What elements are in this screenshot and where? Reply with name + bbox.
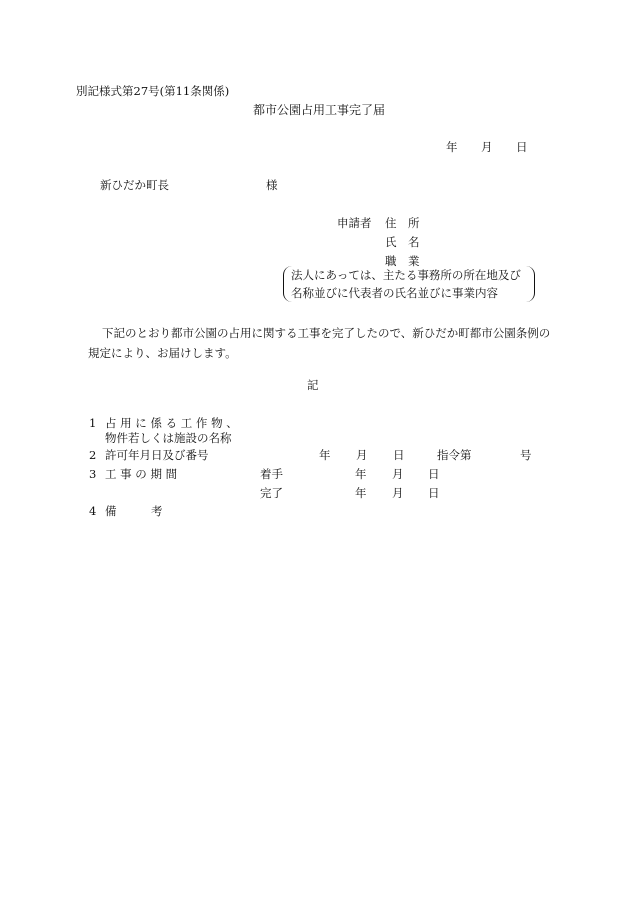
occupation-label: 職 業 (385, 254, 420, 268)
address-label: 住 所 (385, 216, 420, 230)
start-label: 着手 (260, 467, 283, 481)
start-year: 年 (355, 467, 367, 481)
document-title: 都市公園占用工事完了届 (253, 103, 386, 117)
start-day: 日 (428, 467, 440, 481)
end-label: 完了 (260, 486, 283, 500)
item-number: 4 (89, 504, 97, 518)
applicant-label: 申請者 (337, 216, 372, 230)
end-day: 日 (428, 486, 440, 500)
corporation-note-line2: 名称並びに代表者の氏名並びに事業内容 (291, 286, 498, 300)
permit-year: 年 (319, 448, 331, 462)
item-number: 3 (89, 467, 97, 481)
item-label: 工 事 の 期 間 (105, 467, 178, 481)
permit-day: 日 (393, 448, 405, 462)
addressee-suffix: 様 (266, 178, 278, 192)
date-year: 年 (446, 140, 458, 154)
item-number: 1 (89, 416, 97, 430)
date-month: 月 (481, 140, 493, 154)
start-month: 月 (392, 467, 404, 481)
addressee-name: 新ひだか町長 (100, 178, 169, 192)
form-number: 別記様式第27号(第11条関係) (76, 84, 230, 98)
item-number: 2 (89, 448, 97, 462)
order-suffix: 号 (520, 448, 532, 462)
item-label: 備 考 (105, 504, 163, 518)
body-text: 下記のとおり都市公園の占用に関する工事を完了したので、新ひだか町都市公園条例の規定により、お届けします。 (88, 326, 551, 360)
end-month: 月 (392, 486, 404, 500)
order-prefix: 指令第 (437, 448, 472, 462)
item-label: 許可年月日及び番号 (105, 448, 209, 462)
item-label-line2: 物件若しくは施設の名称 (105, 431, 232, 445)
end-year: 年 (355, 486, 367, 500)
name-label: 氏 名 (385, 235, 420, 249)
permit-month: 月 (356, 448, 368, 462)
date-day: 日 (516, 140, 528, 154)
corporation-note-line1: 法人にあっては、主たる事務所の所在地及び (291, 268, 521, 282)
ki-heading: 記 (307, 378, 319, 392)
item-label-line1: 占 用 に 係 る 工 作 物 、 (105, 416, 238, 430)
